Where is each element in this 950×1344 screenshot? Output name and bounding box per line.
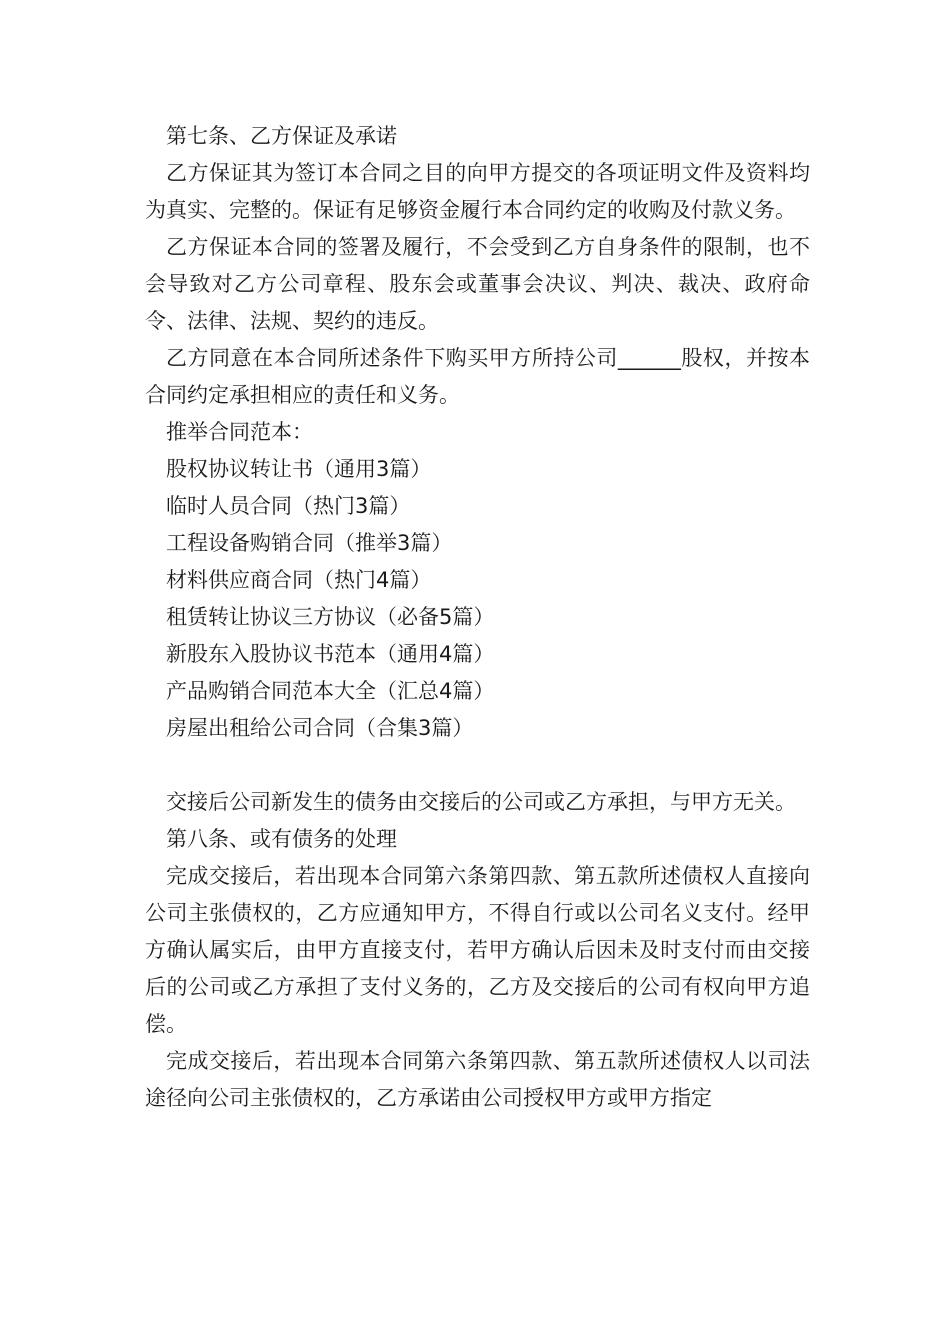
recommend-link[interactable]: 租赁转让协议三方协议（必备5篇）	[166, 605, 495, 629]
recommend-link[interactable]: 工程设备购销合同（推举3篇）	[166, 531, 453, 555]
article-8-heading: 第八条、或有债务的处理	[166, 827, 397, 851]
article-7-paragraph-3: 乙方同意在本合同所述条件下购买甲方所持公司______股权，并按本合同约定承担相应的责任和义务。	[145, 346, 810, 407]
recommend-list	[145, 451, 810, 747]
article-8-paragraph-2: 完成交接后，若出现本合同第六条第四款、第五款所述债权人以司法途径向公司主张债权的，乙方承诺由公司授权甲方或甲方指定	[145, 1049, 810, 1110]
article-7-paragraph-1: 乙方保证其为签订本合同之目的向甲方提交的各项证明文件及资料均为真实、完整的。保证有足够资金履行本合同约定的收购及付款义务。	[145, 161, 810, 222]
recommend-link[interactable]: 新股东入股协议书范本（通用4篇）	[166, 642, 495, 666]
document-page	[145, 118, 810, 1117]
article-8-paragraph-1: 完成交接后，若出现本合同第六条第四款、第五款所述债权人直接向公司主张债权的，乙方应通知甲方，不得自行或以公司名义支付。经甲方确认属实后，由甲方直接支付，若甲方确认后因未及时支付而由交接后的公司或乙方承担了支付义务的，乙方及交接后的公司有权向甲方追偿。	[145, 864, 810, 1036]
recommend-link[interactable]: 产品购销合同范本大全（汇总4篇）	[166, 679, 495, 703]
after-handover-paragraph: 交接后公司新发生的债务由交接后的公司或乙方承担，与甲方无关。	[166, 790, 796, 814]
recommend-link[interactable]: 临时人员合同（热门3篇）	[166, 494, 411, 518]
recommend-link[interactable]: 材料供应商合同（热门4篇）	[166, 568, 432, 592]
article-7-heading: 第七条、乙方保证及承诺	[166, 124, 397, 148]
article-7-paragraph-2: 乙方保证本合同的签署及履行，不会受到乙方自身条件的限制，也不会导致对乙方公司章程、股东会或董事会决议、判决、裁决、政府命令、法律、法规、契约的违反。	[145, 235, 810, 333]
recommend-link[interactable]: 房屋出租给公司合同（合集3篇）	[166, 716, 474, 740]
recommend-link[interactable]: 股权协议转让书（通用3篇）	[166, 457, 432, 481]
recommend-heading: 推举合同范本：	[166, 420, 313, 444]
blank-line	[145, 747, 810, 784]
